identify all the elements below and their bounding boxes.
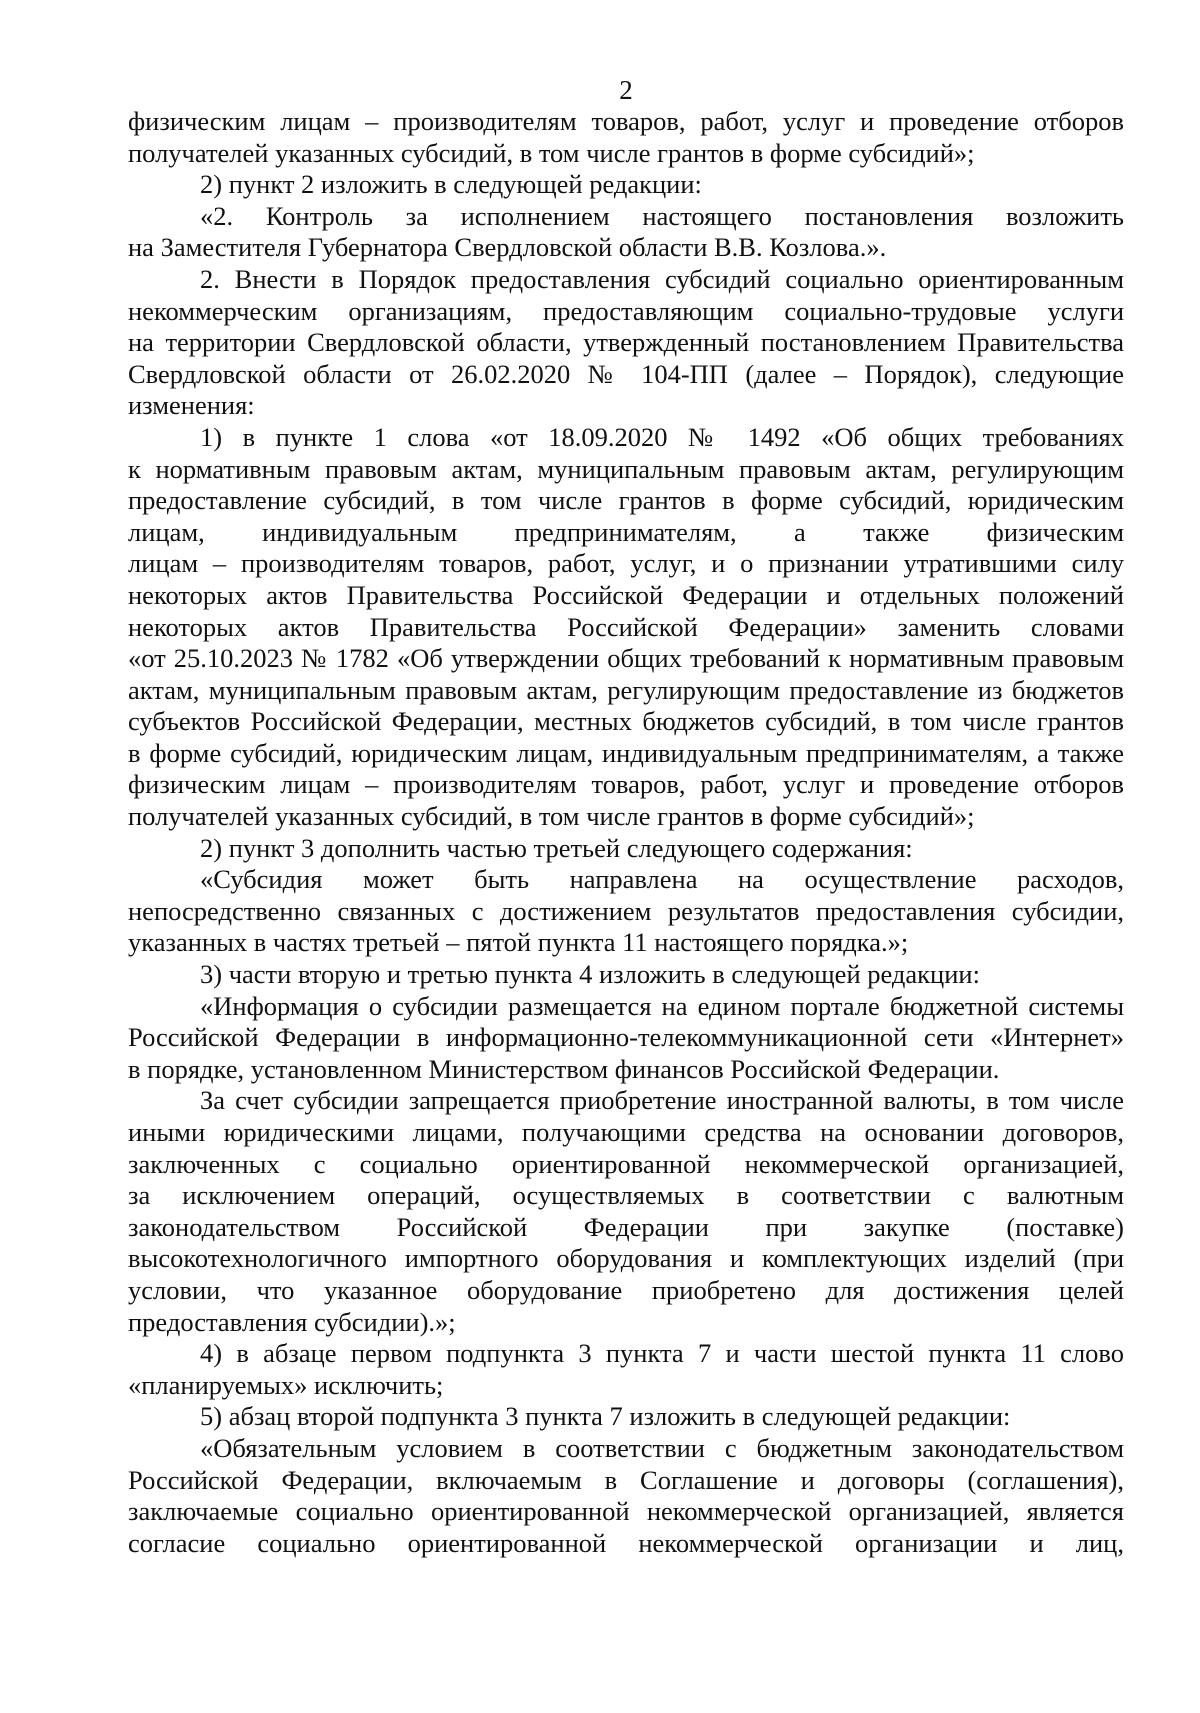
text-line: За счет субсидии запрещается приобретение иностранной валюты, в том числе (200, 1085, 1124, 1116)
text-line: физическим лицам – производителям товаров, работ, услуг и проведение отборов (128, 769, 1124, 800)
text-line: заключаемые социально ориентированной некоммерческой организацией, является (128, 1496, 1124, 1527)
document-page (128, 74, 1124, 1559)
text-line: иными юридическими лицами, получающими средства на основании договоров, (128, 1117, 1124, 1147)
text-line: некоторых актов Правительства Российской Федерации» заменить словами (128, 611, 1124, 642)
text-line: получателей указанных субсидий, в том числе грантов в форме субсидий»; (128, 801, 975, 832)
text-line: актам, муниципальным правовым актам, регулирующим предоставление из бюджетов (128, 674, 1124, 705)
document-body (128, 106, 1124, 1559)
text-line: предоставления субсидии).»; (128, 1306, 456, 1337)
text-line: Российской Федерации, включаемым в Соглашение и договоры (соглашения), (128, 1464, 1124, 1495)
text-line: законодательством Российской Федерации при закупке (поставке) (128, 1211, 1124, 1242)
text-line: на территории Свердловской области, утвержденный постановлением Правительства (128, 327, 1124, 358)
text-line: в форме субсидий, юридическим лицам, индивидуальным предпринимателям, а также (128, 737, 1124, 768)
text-line: «Обязательным условием в соответствии с бюджетным законодательством (200, 1432, 1124, 1463)
text-line: 2) пункт 2 изложить в следующей редакции: (200, 169, 702, 200)
text-line: некоторых актов Правительства Российской Федерации и отдельных положений (128, 579, 1124, 610)
text-line: «Субсидия может быть направлена на осуществление расходов, (200, 864, 1124, 895)
text-line: 3) части вторую и третью пункта 4 изложить в следующей редакции: (200, 959, 980, 990)
text-line: изменения: (128, 390, 255, 421)
text-line: на Заместителя Губернатора Свердловской области В.В. Козлова.». (128, 232, 887, 263)
text-line: лицам – производителям товаров, работ, услуг, и о признании утратившими силу (128, 548, 1124, 579)
text-line: заключенных с социально ориентированной некоммерческой организацией, (128, 1148, 1124, 1179)
text-line: «планируемых» исключить; (128, 1369, 444, 1400)
page-number: 2 (619, 75, 633, 105)
text-line: указанных в частях третьей – пятой пункта 11 настоящего порядка.»; (128, 927, 909, 958)
text-line: «2. Контроль за исполнением настоящего постановления возложить (200, 200, 1124, 231)
text-line: некоммерческим организациям, предоставляющим социально-трудовые услуги (128, 295, 1124, 326)
text-line: согласие социально ориентированной некоммерческой организации и лиц, (128, 1527, 1124, 1558)
text-line: высокотехнологичного импортного оборудования и комплектующих изделий (при (128, 1243, 1124, 1274)
text-line: в порядке, установленном Министерством финансов Российской Федерации. (128, 1053, 1000, 1084)
text-line: за исключением операций, осуществляемых в соответствии с валютным (128, 1180, 1124, 1211)
text-line: непосредственно связанных с достижением результатов предоставления субсидии, (128, 895, 1124, 926)
text-line: к нормативным правовым актам, муниципальным правовым актам, регулирующим (128, 453, 1124, 484)
text-line: 4) в абзаце первом подпункта 3 пункта 7 и части шестой пункта 11 слово (200, 1338, 1124, 1369)
text-line: получателей указанных субсидий, в том числе грантов в форме субсидий»; (128, 137, 975, 168)
text-line: «от 25.10.2023 № 1782 «Об утверждении общих требований к нормативным правовым (128, 643, 1124, 674)
text-line: 2) пункт 3 дополнить частью третьей следующего содержания: (200, 832, 913, 863)
text-line: 2. Внести в Порядок предоставления субсидий социально ориентированным (200, 263, 1124, 294)
text-line: условии, что указанное оборудование приобретено для достижения целей (128, 1274, 1124, 1305)
text-line: Свердловской области от 26.02.2020 № 104-ПП (далее – Порядок), следующие (128, 358, 1124, 389)
text-line: «Информация о субсидии размещается на едином портале бюджетной системы (200, 990, 1124, 1021)
text-line: 1) в пункте 1 слова «от 18.09.2020 № 1492 «Об общих требованиях (200, 421, 1124, 452)
text-line: 5) абзац второй подпункта 3 пункта 7 изложить в следующей редакции: (200, 1401, 1011, 1432)
text-line: субъектов Российской Федерации, местных бюджетов субсидий, в том числе грантов (128, 706, 1124, 737)
text-line: лицам, индивидуальным предпринимателям, а также физическим (128, 516, 1124, 547)
text-line: физическим лицам – производителям товаров, работ, услуг и проведение отборов (128, 106, 1124, 136)
text-line: предоставление субсидий, в том числе грантов в форме субсидий, юридическим (128, 485, 1124, 516)
text-line: Российской Федерации в информационно-телекоммуникационной сети «Интернет» (128, 1022, 1124, 1053)
